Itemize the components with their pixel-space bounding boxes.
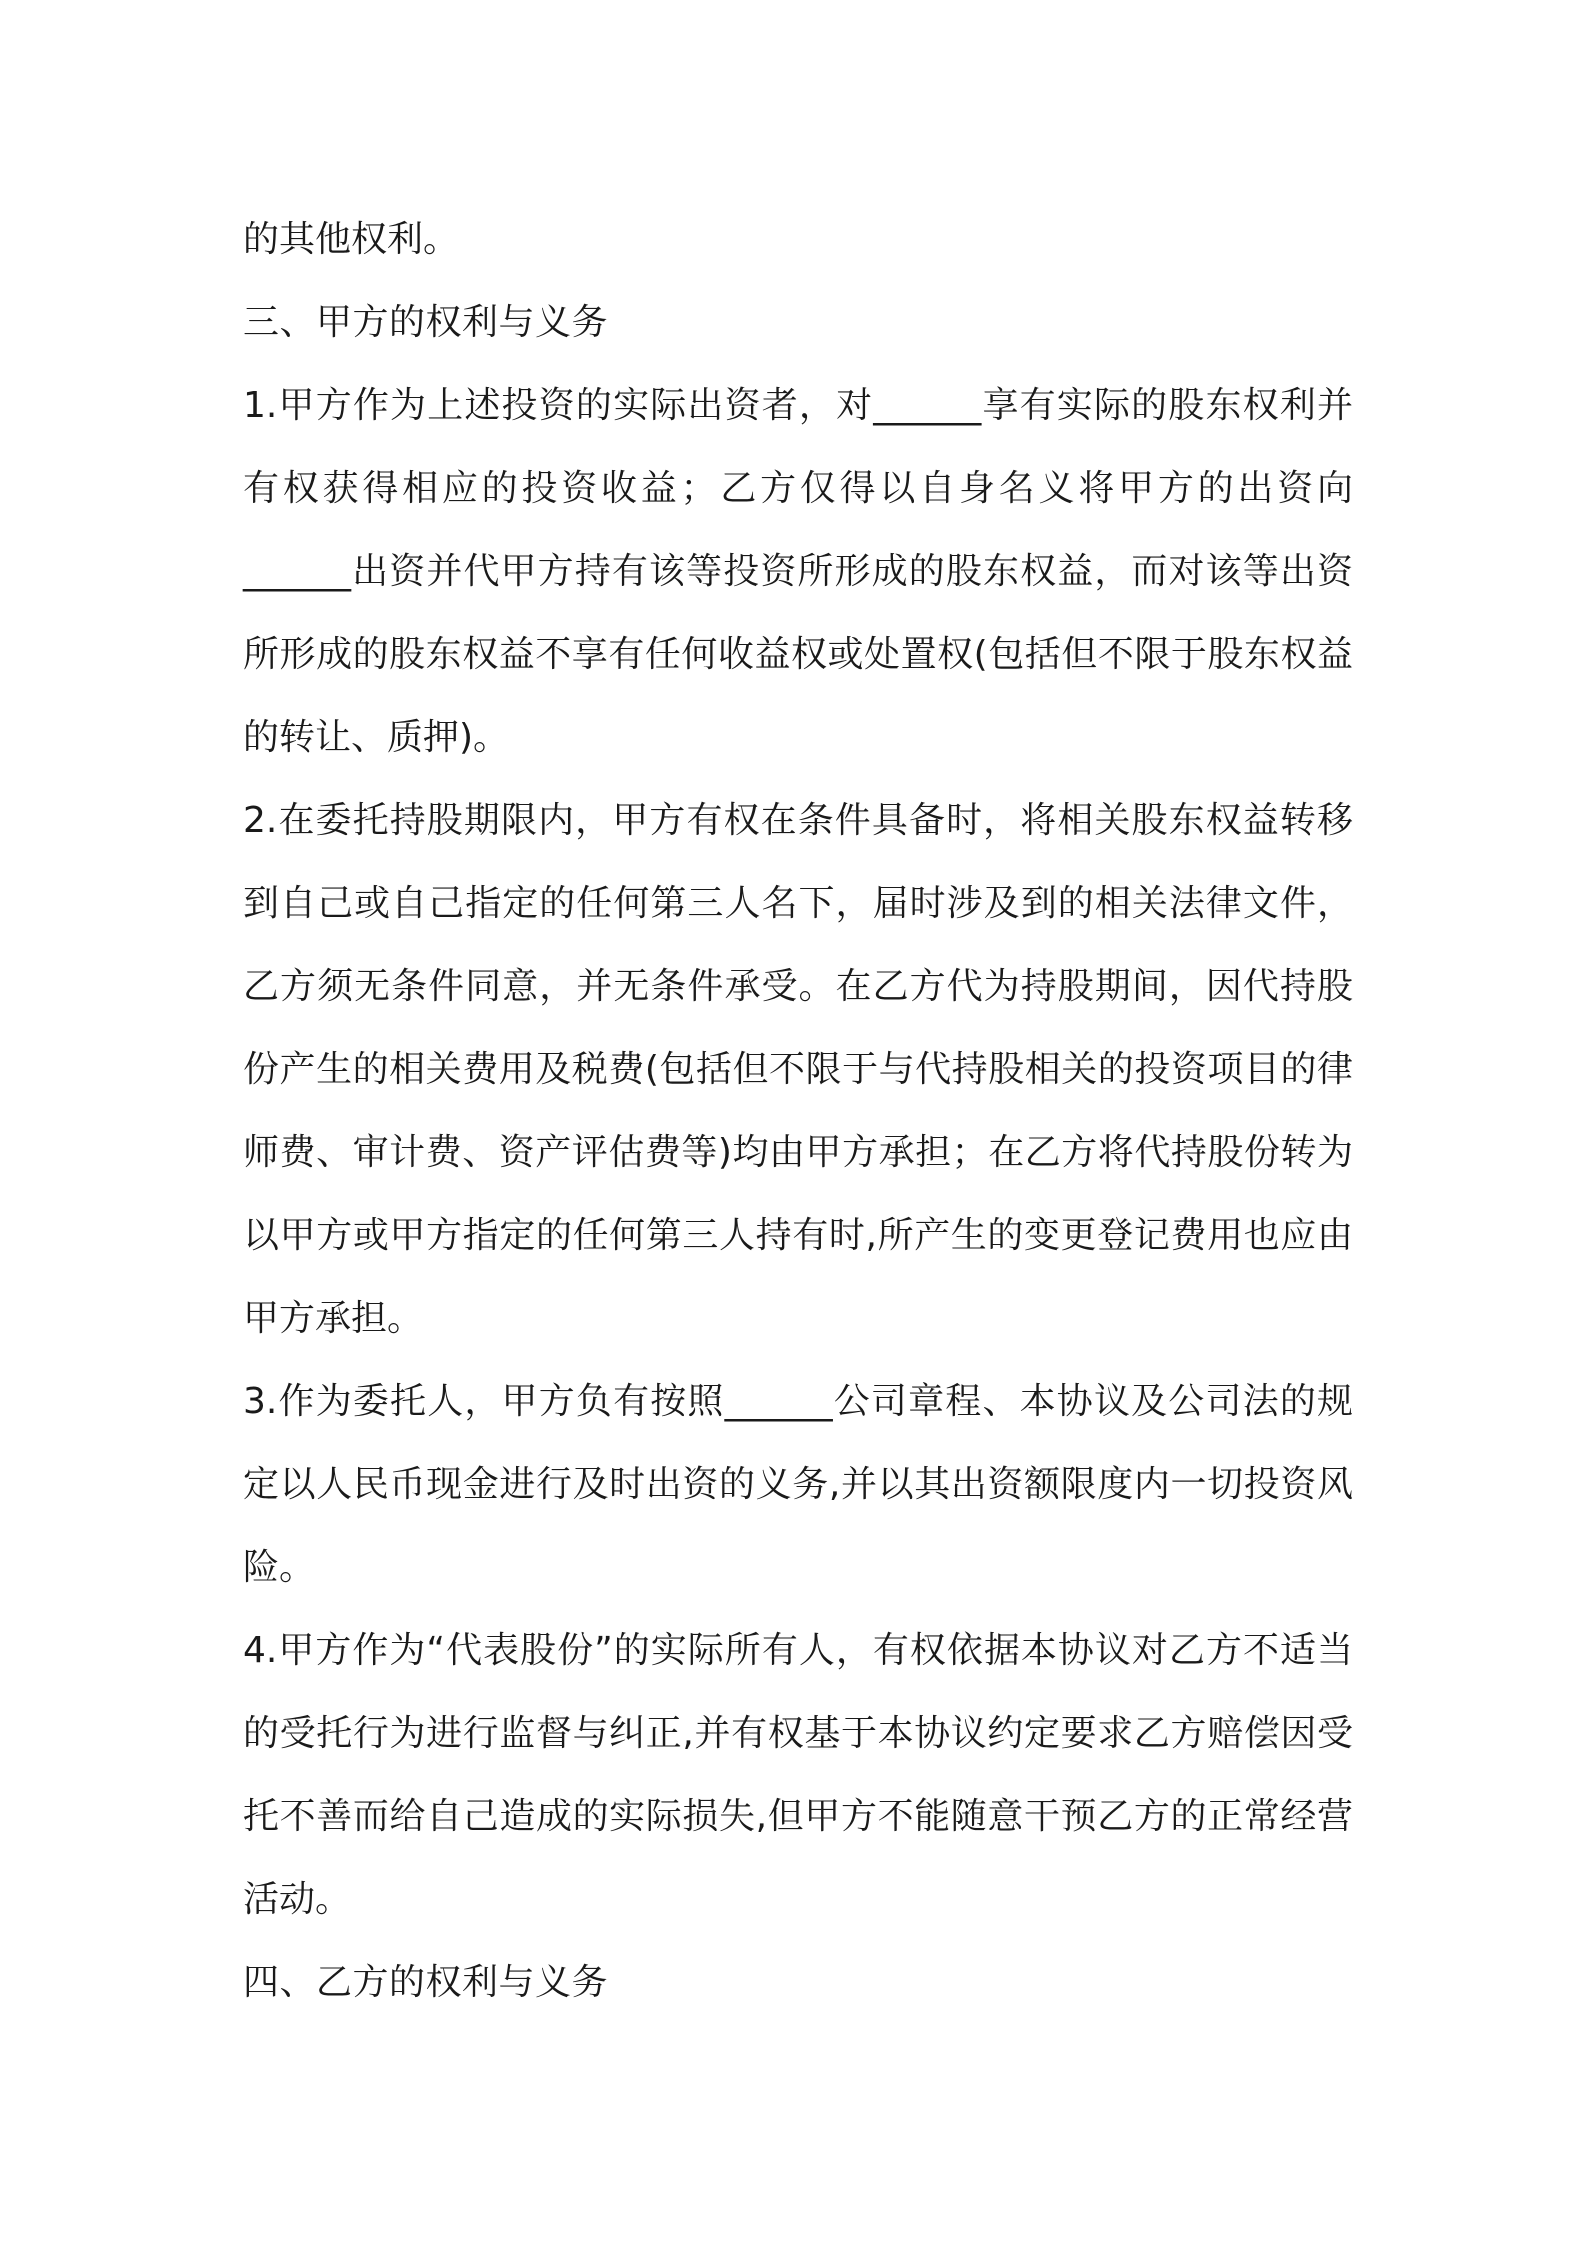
clause-2: 2.在委托持股期限内，甲方有权在条件具备时，将相关股东权益转移到自己或自己指定的任何第三人名下，届时涉及到的相关法律文件，乙方须无条件同意，并无条件承受。在乙方代为持股期间，因代持股份产生的相关费用及税费(包括但不限于与代持股相关的投资项目的律师费、审计费、资产评估费等)均由甲方承担；在乙方将代持股份转为以甲方或甲方指定的任何第三人持有时,所产生的变更登记费用也应由甲方承担。 (243, 800, 1353, 1339)
document-body (243, 198, 1353, 2024)
section-heading-4: 四、乙方的权利与义务 (243, 1962, 609, 2003)
clause-3: 3.作为委托人，甲方负有按照______公司章程、本协议及公司法的规定以人民币现金进行及时出资的义务,并以其出资额限度内一切投资风险。 (243, 1381, 1353, 1588)
clause-1: 1.甲方作为上述投资的实际出资者，对______享有实际的股东权利并有权获得相应的投资收益；乙方仅得以自身名义将甲方的出资向______出资并代甲方持有该等投资所形成的股东权益，而对该等出资所形成的股东权益不享有任何收益权或处置权(包括但不限于股东权益的转让、质押)。 (243, 385, 1353, 758)
paragraph-continuation: 的其他权利。 (243, 219, 460, 260)
clause-4: 4.甲方作为“代表股份”的实际所有人，有权依据本协议对乙方不适当的受托行为进行监督与纠正,并有权基于本协议约定要求乙方赔偿因受托不善而给自己造成的实际损失,但甲方不能随意干预乙方的正常经营活动。 (243, 1630, 1353, 1920)
section-heading-3: 三、甲方的权利与义务 (243, 302, 609, 343)
